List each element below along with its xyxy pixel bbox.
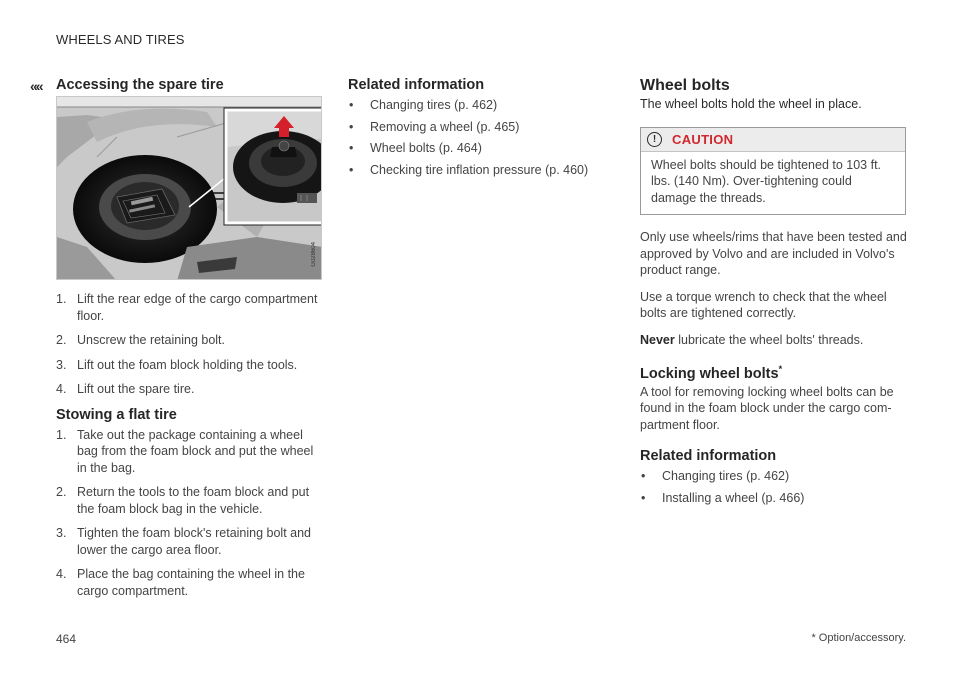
never-emphasis: Never xyxy=(640,332,675,347)
step-text: Lift the rear edge of the cargo compartment floor. xyxy=(77,292,318,323)
exclamation-icon: ! xyxy=(647,132,662,147)
caution-title: CAUTION xyxy=(672,131,734,147)
figure-code: G028604 xyxy=(311,242,317,267)
step-number: 4. xyxy=(56,567,67,581)
list-item xyxy=(56,332,324,349)
related-link-changing-tires[interactable]: • Changing tires (p. 462) xyxy=(348,97,598,114)
step-text: Return the tools to the foam block and put the foam block bag in the vehicle. xyxy=(77,485,310,516)
related-links xyxy=(348,97,598,178)
section-heading-related-information: Related information xyxy=(348,77,485,93)
list-item xyxy=(56,427,324,477)
continued-mark: «« xyxy=(30,78,42,94)
paragraph-torque-wrench: Use a torque wrench to check that the wheel bolts are tightened correctly. xyxy=(640,289,887,320)
list-item xyxy=(56,291,324,324)
related-link-changing-tires-2[interactable]: • Changing tires (p. 462) xyxy=(640,468,908,485)
list-item xyxy=(56,357,324,374)
option-asterisk: * xyxy=(778,364,783,374)
column-spare-tire xyxy=(56,76,324,607)
step-number: 1. xyxy=(56,427,67,442)
paragraph-approved-wheels: Only use wheels/rims that have been tested and approved by Volvo and are included in Volvo's product range. xyxy=(640,230,907,277)
lubricate-text: lubricate the wheel bolts' threads. xyxy=(674,332,864,347)
page-number: 464 xyxy=(56,632,77,646)
paragraph-locking-tool: A tool for removing locking wheel bolts can be found in the foam block under the cargo com-partment floor. xyxy=(640,384,894,432)
related-link-removing-wheel[interactable]: • Removing a wheel (p. 465) xyxy=(348,119,598,136)
list-item xyxy=(56,525,324,558)
stowing-steps xyxy=(56,427,324,600)
step-number: 2. xyxy=(56,485,67,499)
step-number: 3. xyxy=(56,357,67,372)
step-text: Lift out the spare tire. xyxy=(77,382,195,396)
caution-text: Wheel bolts should be tightened to 103 ft. lbs. (140 Nm). Over-tightening could damage the threads. xyxy=(651,157,882,205)
step-number: 1. xyxy=(56,292,67,306)
spare-tire-illustration xyxy=(56,96,322,280)
locking-heading-text: Locking wheel bolts xyxy=(640,365,779,382)
related-link-wheel-bolts[interactable]: • Wheel bolts (p. 464) xyxy=(348,140,598,157)
spare-tire-illustration-art xyxy=(57,97,322,280)
list-item xyxy=(56,566,324,599)
section-heading-wheel-bolts: Wheel bolts xyxy=(640,77,730,94)
column-related-information xyxy=(348,76,598,183)
list-item xyxy=(56,484,324,517)
step-text: Take out the package containing a wheel bag from the foam block and put the wheel in the bag. xyxy=(77,427,314,475)
step-number: 3. xyxy=(56,526,67,540)
related-link-installing-wheel[interactable]: • Installing a wheel (p. 466) xyxy=(640,490,908,507)
caution-header xyxy=(641,128,905,152)
section-heading-stowing: Stowing a flat tire xyxy=(56,406,177,423)
step-text: Lift out the foam block holding the tools. xyxy=(77,357,298,372)
spare-tire-steps xyxy=(56,291,324,398)
caution-box xyxy=(640,127,906,216)
related-link-tire-pressure[interactable]: • Checking tire inflation pressure (p. 460) xyxy=(348,162,598,179)
step-number: 2. xyxy=(56,333,67,347)
paragraph-lubricate xyxy=(640,332,908,349)
list-item xyxy=(56,381,324,398)
section-heading-related-information-2: Related information xyxy=(640,448,777,465)
wheel-bolts-intro: The wheel bolts hold the wheel in place. xyxy=(640,97,862,111)
section-heading-spare-tire: Accessing the spare tire xyxy=(56,77,224,93)
footnote-option-accessory: * Option/accessory. xyxy=(811,632,906,644)
section-heading-locking-wheel-bolts xyxy=(640,360,908,384)
step-text: Place the bag containing the wheel in the cargo compartment. xyxy=(77,567,305,598)
step-text: Tighten the foam block's retaining bolt and lower the cargo area floor. xyxy=(77,526,312,557)
step-text: Unscrew the retaining bolt. xyxy=(77,333,225,347)
related-links-2 xyxy=(640,468,908,506)
step-number: 4. xyxy=(56,382,67,396)
running-head: WHEELS AND TIRES xyxy=(56,32,185,47)
column-wheel-bolts xyxy=(640,76,908,511)
